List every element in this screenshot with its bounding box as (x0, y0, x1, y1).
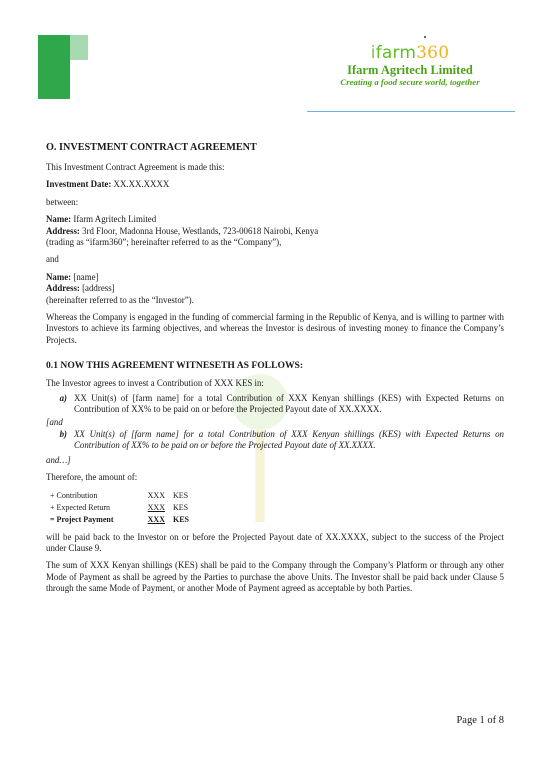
calc-currency: KES (173, 502, 189, 512)
list-item-text: XX Unit(s) of [farm name] for a total Contribution of XXX Kenyan shillings (KES) with Expected Returns on Contribution of XX% to be paid on or before the Projected Payout date of XX.XXXX. (74, 428, 504, 451)
calc-label: = Project Payment (50, 514, 114, 524)
between-text: between: (46, 196, 79, 207)
company-name: Ifarm Agritech Limited (347, 63, 473, 77)
section-heading: 0.1 NOW THIS AGREEMENT WITNESETH AS FOLLOWS: (46, 360, 304, 372)
brand-logo-number: 360 (416, 43, 450, 63)
sum-paragraph: The sum of XXX Kenyan shillings (KES) shall be paid to the Company through the Company’s Platform or through any other Mode of Payment as shall be agreed by the Parties to purchase the above Units. The Investor shall be paid back under Clause 5 through the same Mode of Payment, or another Mode of Payment agreed as acceptable by both Parties. (46, 560, 504, 594)
brand-logo (310, 44, 510, 62)
and-open-text: [and (46, 416, 63, 427)
and-close-text: and…] (46, 454, 71, 465)
header-divider (307, 111, 515, 112)
brand-header (310, 44, 510, 88)
paid-back-paragraph: will be paid back to the Investor on or before the Projected Payout date of XX.XXXX, subject to the success of the Project under Clause 9. (46, 531, 504, 553)
company-name-line (46, 214, 504, 225)
calc-row-contribution (50, 490, 504, 502)
company-address-value: 3rd Floor, Madonna House, Westlands, 723-00618 Nairobi, Kenya (82, 225, 319, 236)
agrees-text: The Investor agrees to invest a Contribution of XXX KES in: (46, 378, 264, 389)
page-number: Page 1 of 8 (456, 715, 504, 726)
list-item-marker: a) (59, 392, 67, 403)
calc-row-expected-return (50, 502, 504, 514)
company-tagline: Creating a food secure world, together (340, 77, 480, 87)
investor-address-label: Address: (46, 283, 80, 294)
calc-label: + Contribution (50, 490, 98, 500)
investment-date-line (46, 179, 504, 190)
company-address-label: Address: (46, 225, 80, 236)
whereas-paragraph: Whereas the Company is engaged in the funding of commercial farming in the Republic of Kenya, and is willing to partner with Investors to achieve its farming objectives, and whereas the Investor is desirous of investing money to finance the Company’s Projects. (46, 312, 504, 345)
calc-amount: XXX (147, 490, 165, 500)
investor-name-value: [name] (73, 271, 99, 282)
investor-note: (hereinafter referred to as the “Investor”). (46, 294, 194, 305)
list-item-text: XX Unit(s) of [farm name] for a total Contribution of XXX Kenyan shillings (KES) with Expected Returns on Contribution of XX% to be paid on or before the Projected Payout date of XX.XXXX. (74, 392, 504, 415)
investor-name-label: Name: (46, 271, 72, 282)
investor-address-line (46, 283, 504, 294)
investment-items-list (46, 393, 504, 466)
investment-date-value: XX.XX.XXXX (113, 179, 170, 190)
investment-date-label: Investment Date: (46, 179, 112, 190)
intro-text: This Investment Contract Agreement is made this: (46, 162, 225, 172)
company-name-value: Ifarm Agritech Limited (73, 214, 157, 225)
investor-party-block (46, 272, 504, 306)
brand-logo-word: farm (375, 43, 417, 63)
list-item (46, 429, 504, 452)
calc-amount: XXX (147, 502, 165, 512)
corner-logo (38, 35, 94, 99)
company-name-label: Name: (46, 214, 72, 225)
company-address-line (46, 226, 504, 237)
agreement-body (46, 141, 504, 601)
and-text: and (46, 254, 59, 265)
calc-currency: KES (173, 490, 189, 500)
calc-row-project-payment (50, 514, 504, 526)
investor-address-value: [address] (82, 283, 115, 294)
calc-label: + Expected Return (50, 502, 111, 512)
list-item (46, 393, 504, 416)
page-mark (424, 36, 426, 38)
therefore-text: Therefore, the amount of: (46, 472, 138, 483)
brand-logo-prefix: i (370, 43, 376, 63)
calc-currency: KES (173, 514, 190, 524)
payment-calculation (50, 490, 504, 526)
company-trading-note: (trading as “ifarm360”; hereinafter referred to as the “Company”), (46, 237, 282, 248)
document-title: O. INVESTMENT CONTRACT AGREEMENT (46, 142, 257, 153)
list-item-marker: b) (59, 428, 67, 439)
company-party-block (46, 214, 504, 248)
investor-name-line (46, 272, 504, 283)
calc-amount: XXX (147, 514, 165, 524)
